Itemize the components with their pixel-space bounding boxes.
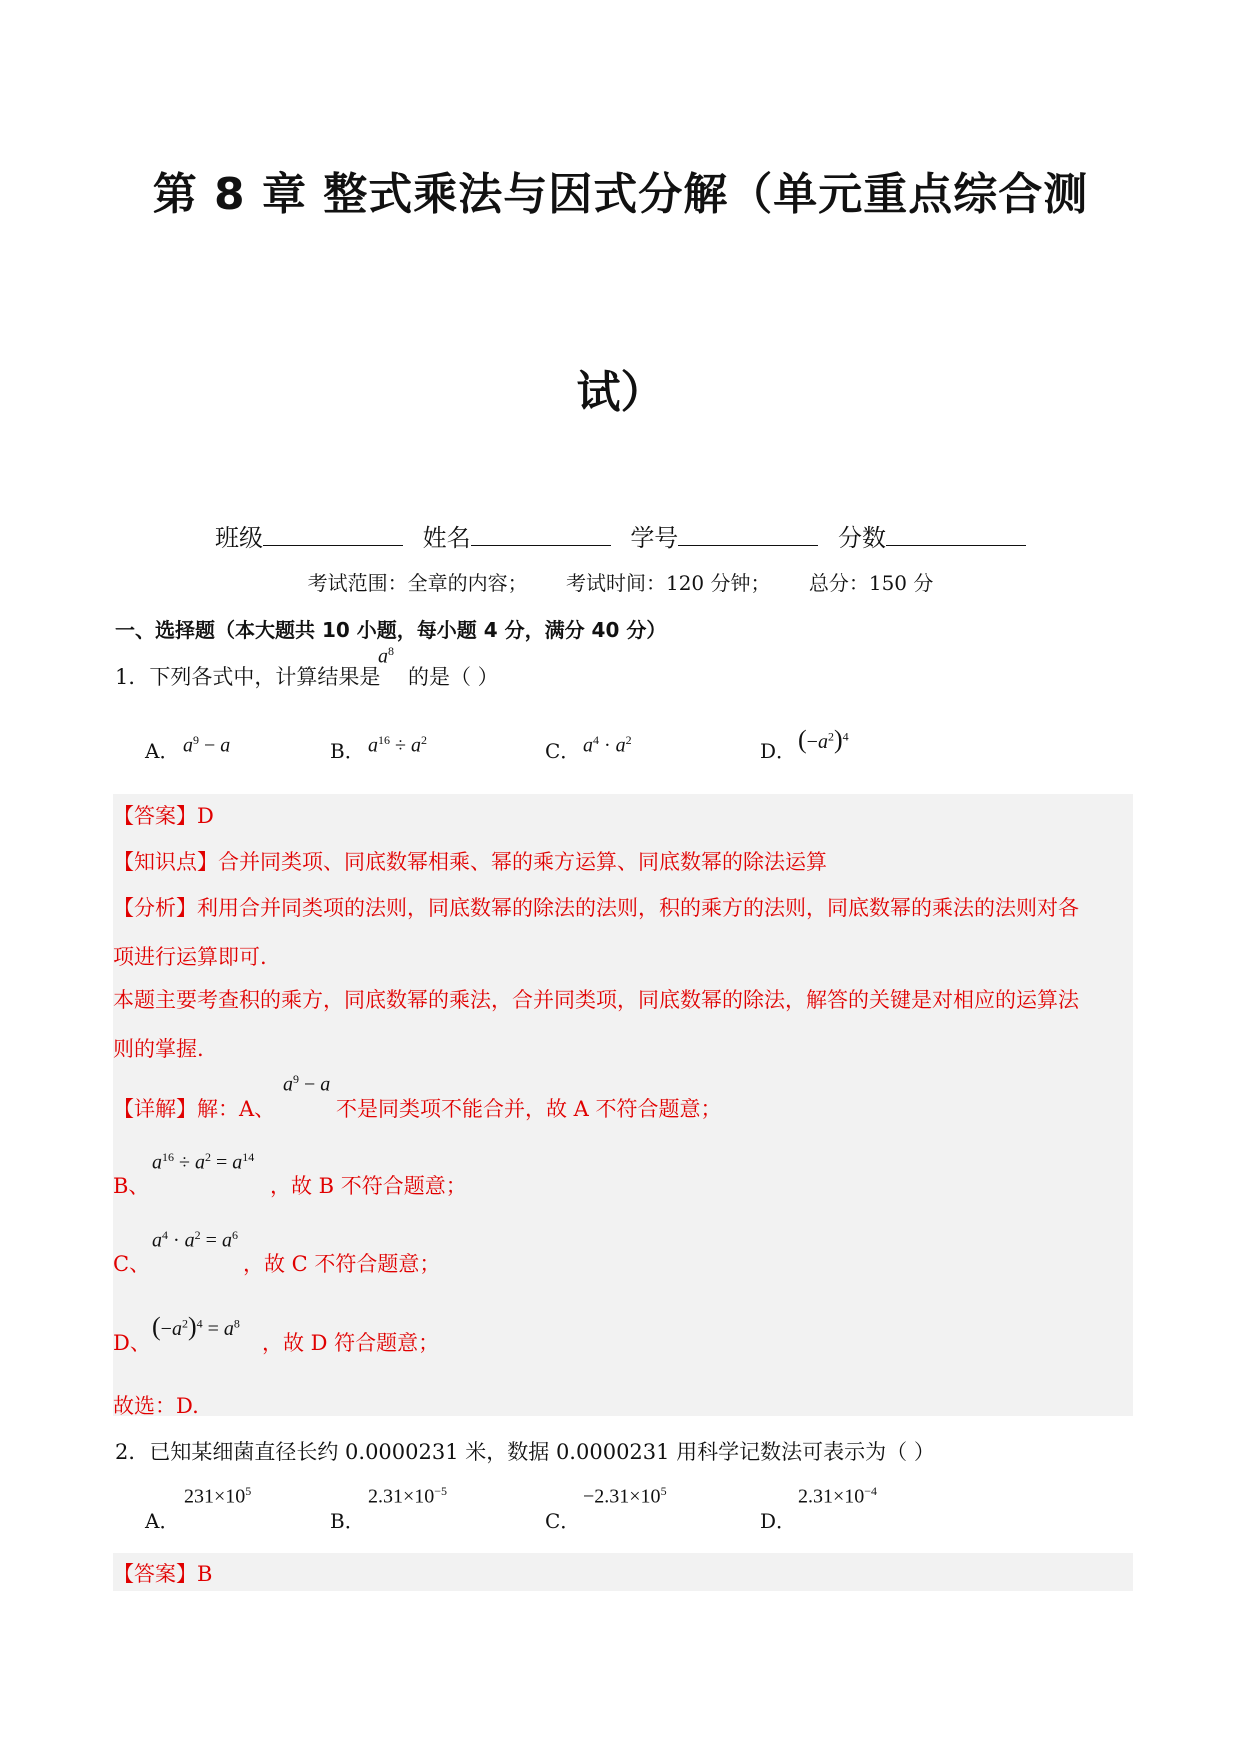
q1-option-d-expr: $(-a^2)^4$	[798, 725, 849, 754]
q1-detail-d-prefix: D、	[113, 1331, 151, 1355]
q2-option-d-expr: $2.31\times 10^{-4}$	[798, 1484, 878, 1508]
q1-detail-b-expr: $a^{16} \div a^2 = a^{14}$	[152, 1150, 255, 1174]
name-blank[interactable]	[471, 523, 611, 546]
q1-detail-d-suffix: ，故 D 符合题意；	[262, 1331, 440, 1355]
q1-detail-c-prefix: C、	[113, 1252, 151, 1276]
q2-option-d[interactable]: D．	[760, 1509, 797, 1533]
score-blank[interactable]	[886, 523, 1026, 546]
exam-range: 考试范围：全章的内容；	[307, 571, 528, 595]
q2-answer: 【答案】B	[113, 1562, 213, 1586]
q2-option-b[interactable]: B．	[330, 1509, 365, 1533]
exam-meta	[0, 567, 1241, 596]
q1-analysis-line2: 项进行运算即可.	[113, 945, 267, 969]
score-field: 分数	[838, 518, 1026, 553]
q1-option-c-expr: $a^4 \cdot a^2$	[583, 733, 632, 757]
q1-option-b[interactable]: B．	[330, 739, 365, 763]
q1-detail-a-suffix: 不是同类项不能合并，故 A 不符合题意；	[336, 1097, 722, 1121]
q1-analysis-line1: 【分析】利用合并同类项的法则，同底数幂的除法的法则，积的乘方的法则，同底数幂的乘法的法则对各	[113, 896, 1079, 920]
q1-answer: 【答案】D	[113, 804, 214, 828]
class-blank[interactable]	[263, 523, 403, 546]
q1-option-a[interactable]: A．	[145, 739, 180, 763]
exam-total: 总分：150 分	[808, 571, 934, 595]
q1-detail-b-suffix: ，故 B 不符合题意；	[270, 1174, 467, 1198]
q1-note-line1: 本题主要考查积的乘方，同底数幂的乘法，合并同类项，同底数幂的除法，解答的关键是对相应的运算法	[113, 988, 1079, 1012]
q2-stem: 2．已知某细菌直径长约 0.0000231 米，数据 0.0000231 用科学记数法可表示为（ ）	[115, 1440, 935, 1464]
q1-option-c[interactable]: C．	[545, 739, 581, 763]
q1-detail-d-expr: $(-a^2)^4 = a^8$	[152, 1312, 240, 1341]
student-id-blank[interactable]	[678, 523, 818, 546]
q1-detail-b-prefix: B、	[113, 1174, 150, 1198]
student-info-row	[0, 518, 1241, 553]
q1-detail-a-expr: $a^9 - a$	[283, 1072, 331, 1096]
q1-option-d[interactable]: D．	[760, 739, 797, 763]
exam-time: 考试时间：120 分钟；	[565, 571, 771, 595]
section-heading: 一、选择题（本大题共 10 小题，每小题 4 分，满分 40 分）	[115, 618, 667, 642]
q2-option-b-expr: $2.31\times 10^{-5}$	[368, 1484, 448, 1508]
q2-option-a[interactable]: A．	[145, 1509, 180, 1533]
q1-knowledge: 【知识点】合并同类项、同底数幂相乘、幂的乘方运算、同底数幂的除法运算	[113, 850, 827, 874]
q1-detail-a-prefix: 【详解】解：A、	[113, 1097, 276, 1121]
q1-detail-c-suffix: ，故 C 不符合题意；	[243, 1252, 441, 1276]
page-title-line2: 试）	[576, 367, 665, 418]
q1-note-line2: 则的掌握.	[113, 1037, 204, 1061]
q2-option-a-expr: $231\times 10^5$	[184, 1484, 252, 1508]
student-id-field: 学号	[630, 518, 818, 553]
q1-stem-prefix: 1．下列各式中，计算结果是	[115, 665, 381, 689]
q1-stem-suffix: 的是（ ）	[408, 665, 499, 689]
name-field: 姓名	[423, 518, 611, 553]
class-field: 班级	[215, 518, 403, 553]
q2-option-c-expr: $-2.31\times 10^5$	[583, 1484, 667, 1508]
q1-conclusion: 故选：D.	[113, 1394, 199, 1418]
q2-answer-box	[113, 1553, 1133, 1591]
q2-option-c[interactable]: C．	[545, 1509, 581, 1533]
q1-option-b-expr: $a^{16} \div a^2$	[368, 733, 427, 757]
q1-detail-c-expr: $a^4 \cdot a^2 = a^6$	[152, 1228, 238, 1252]
page-title-line1: 第 8 章 整式乘法与因式分解（单元重点综合测	[152, 169, 1089, 220]
q1-option-a-expr: $a^9 - a$	[183, 733, 231, 757]
q1-target-expr: $a^8$	[378, 644, 394, 668]
